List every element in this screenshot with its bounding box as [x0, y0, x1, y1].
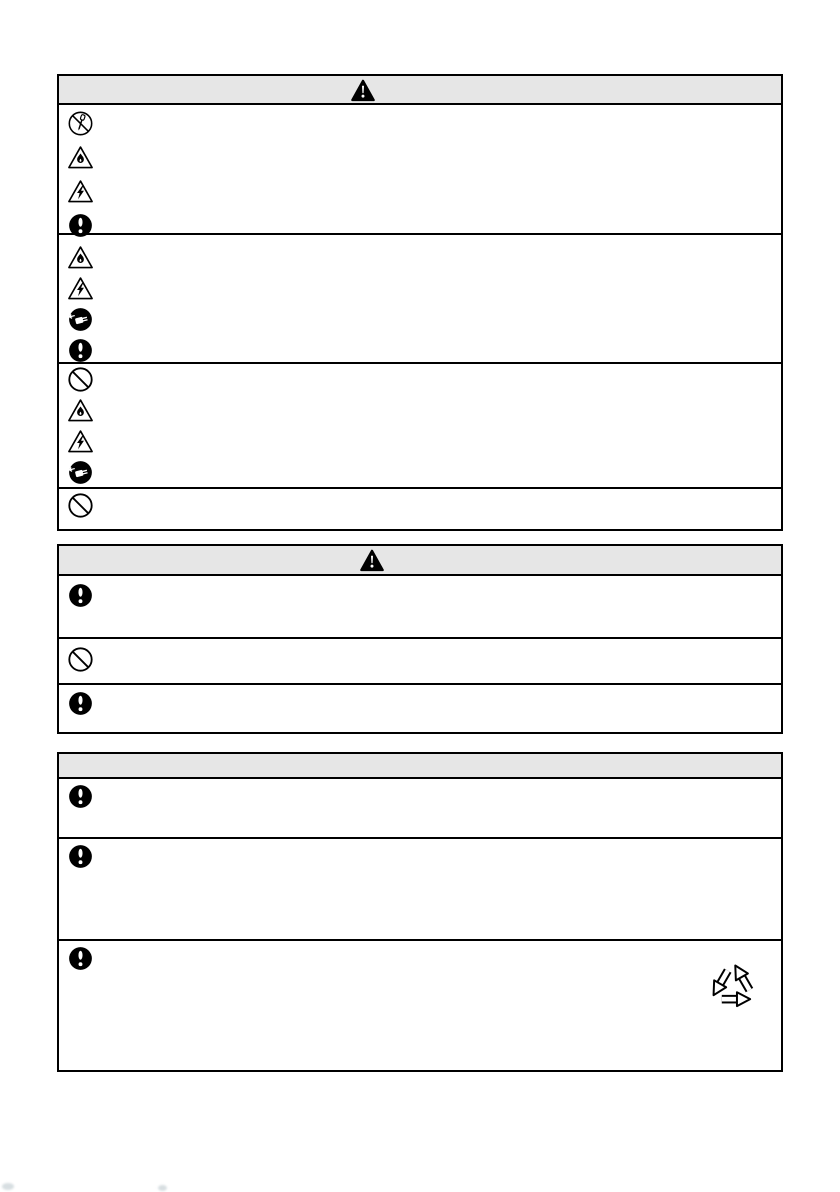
fire-hazard-icon — [67, 397, 94, 424]
notes-table-header — [59, 754, 781, 779]
unplug-power-cord-icon — [67, 306, 94, 333]
warning-row-3-icons — [59, 364, 781, 486]
electric-shock-icon — [67, 275, 94, 302]
scan-artifact — [158, 1185, 167, 1191]
warning-row-2 — [59, 235, 781, 364]
notes-row-1-icons — [59, 779, 781, 810]
caution-row-1 — [59, 576, 781, 639]
prohibition-icon — [67, 646, 94, 673]
unplug-power-cord-icon — [67, 459, 94, 486]
warning-triangle-icon — [351, 78, 375, 103]
prohibition-icon — [67, 492, 94, 519]
mandatory-action-icon — [67, 783, 94, 810]
caution-row-1-icons — [59, 576, 781, 609]
prohibition-icon — [67, 366, 94, 393]
warning-table — [57, 74, 783, 531]
mandatory-action-icon — [67, 582, 94, 609]
notes-table — [57, 752, 783, 1072]
do-not-disassemble-icon — [67, 110, 94, 137]
warning-row-2-icons — [59, 235, 781, 364]
electric-shock-icon — [67, 178, 94, 205]
warning-row-1 — [59, 105, 781, 235]
notes-row-2 — [59, 839, 781, 941]
notes-row-1 — [59, 779, 781, 839]
mandatory-action-icon — [67, 690, 94, 717]
warning-row-4 — [59, 489, 781, 521]
caution-row-3-icons — [59, 685, 781, 717]
caution-table — [57, 544, 783, 734]
notes-row-3-icons — [59, 941, 781, 972]
mandatory-action-icon — [67, 337, 94, 364]
warning-triangle-icon — [360, 548, 384, 573]
electric-shock-icon — [67, 428, 94, 455]
fire-hazard-icon — [67, 244, 94, 271]
recycle-icon — [699, 949, 767, 1015]
warning-row-3 — [59, 364, 781, 489]
caution-table-header — [59, 546, 781, 576]
caution-row-2 — [59, 639, 781, 685]
warning-row-1-icons — [59, 105, 781, 239]
caution-row-2-icons — [59, 639, 781, 673]
mandatory-action-icon — [67, 945, 94, 972]
warning-table-header — [59, 76, 781, 105]
warning-row-4-icons — [59, 489, 781, 519]
notes-row-2-icons — [59, 839, 781, 870]
scan-artifact — [2, 1183, 14, 1190]
fire-hazard-icon — [67, 144, 94, 171]
mandatory-action-icon — [67, 843, 94, 870]
caution-row-3 — [59, 685, 781, 726]
notes-row-3 — [59, 941, 781, 1064]
